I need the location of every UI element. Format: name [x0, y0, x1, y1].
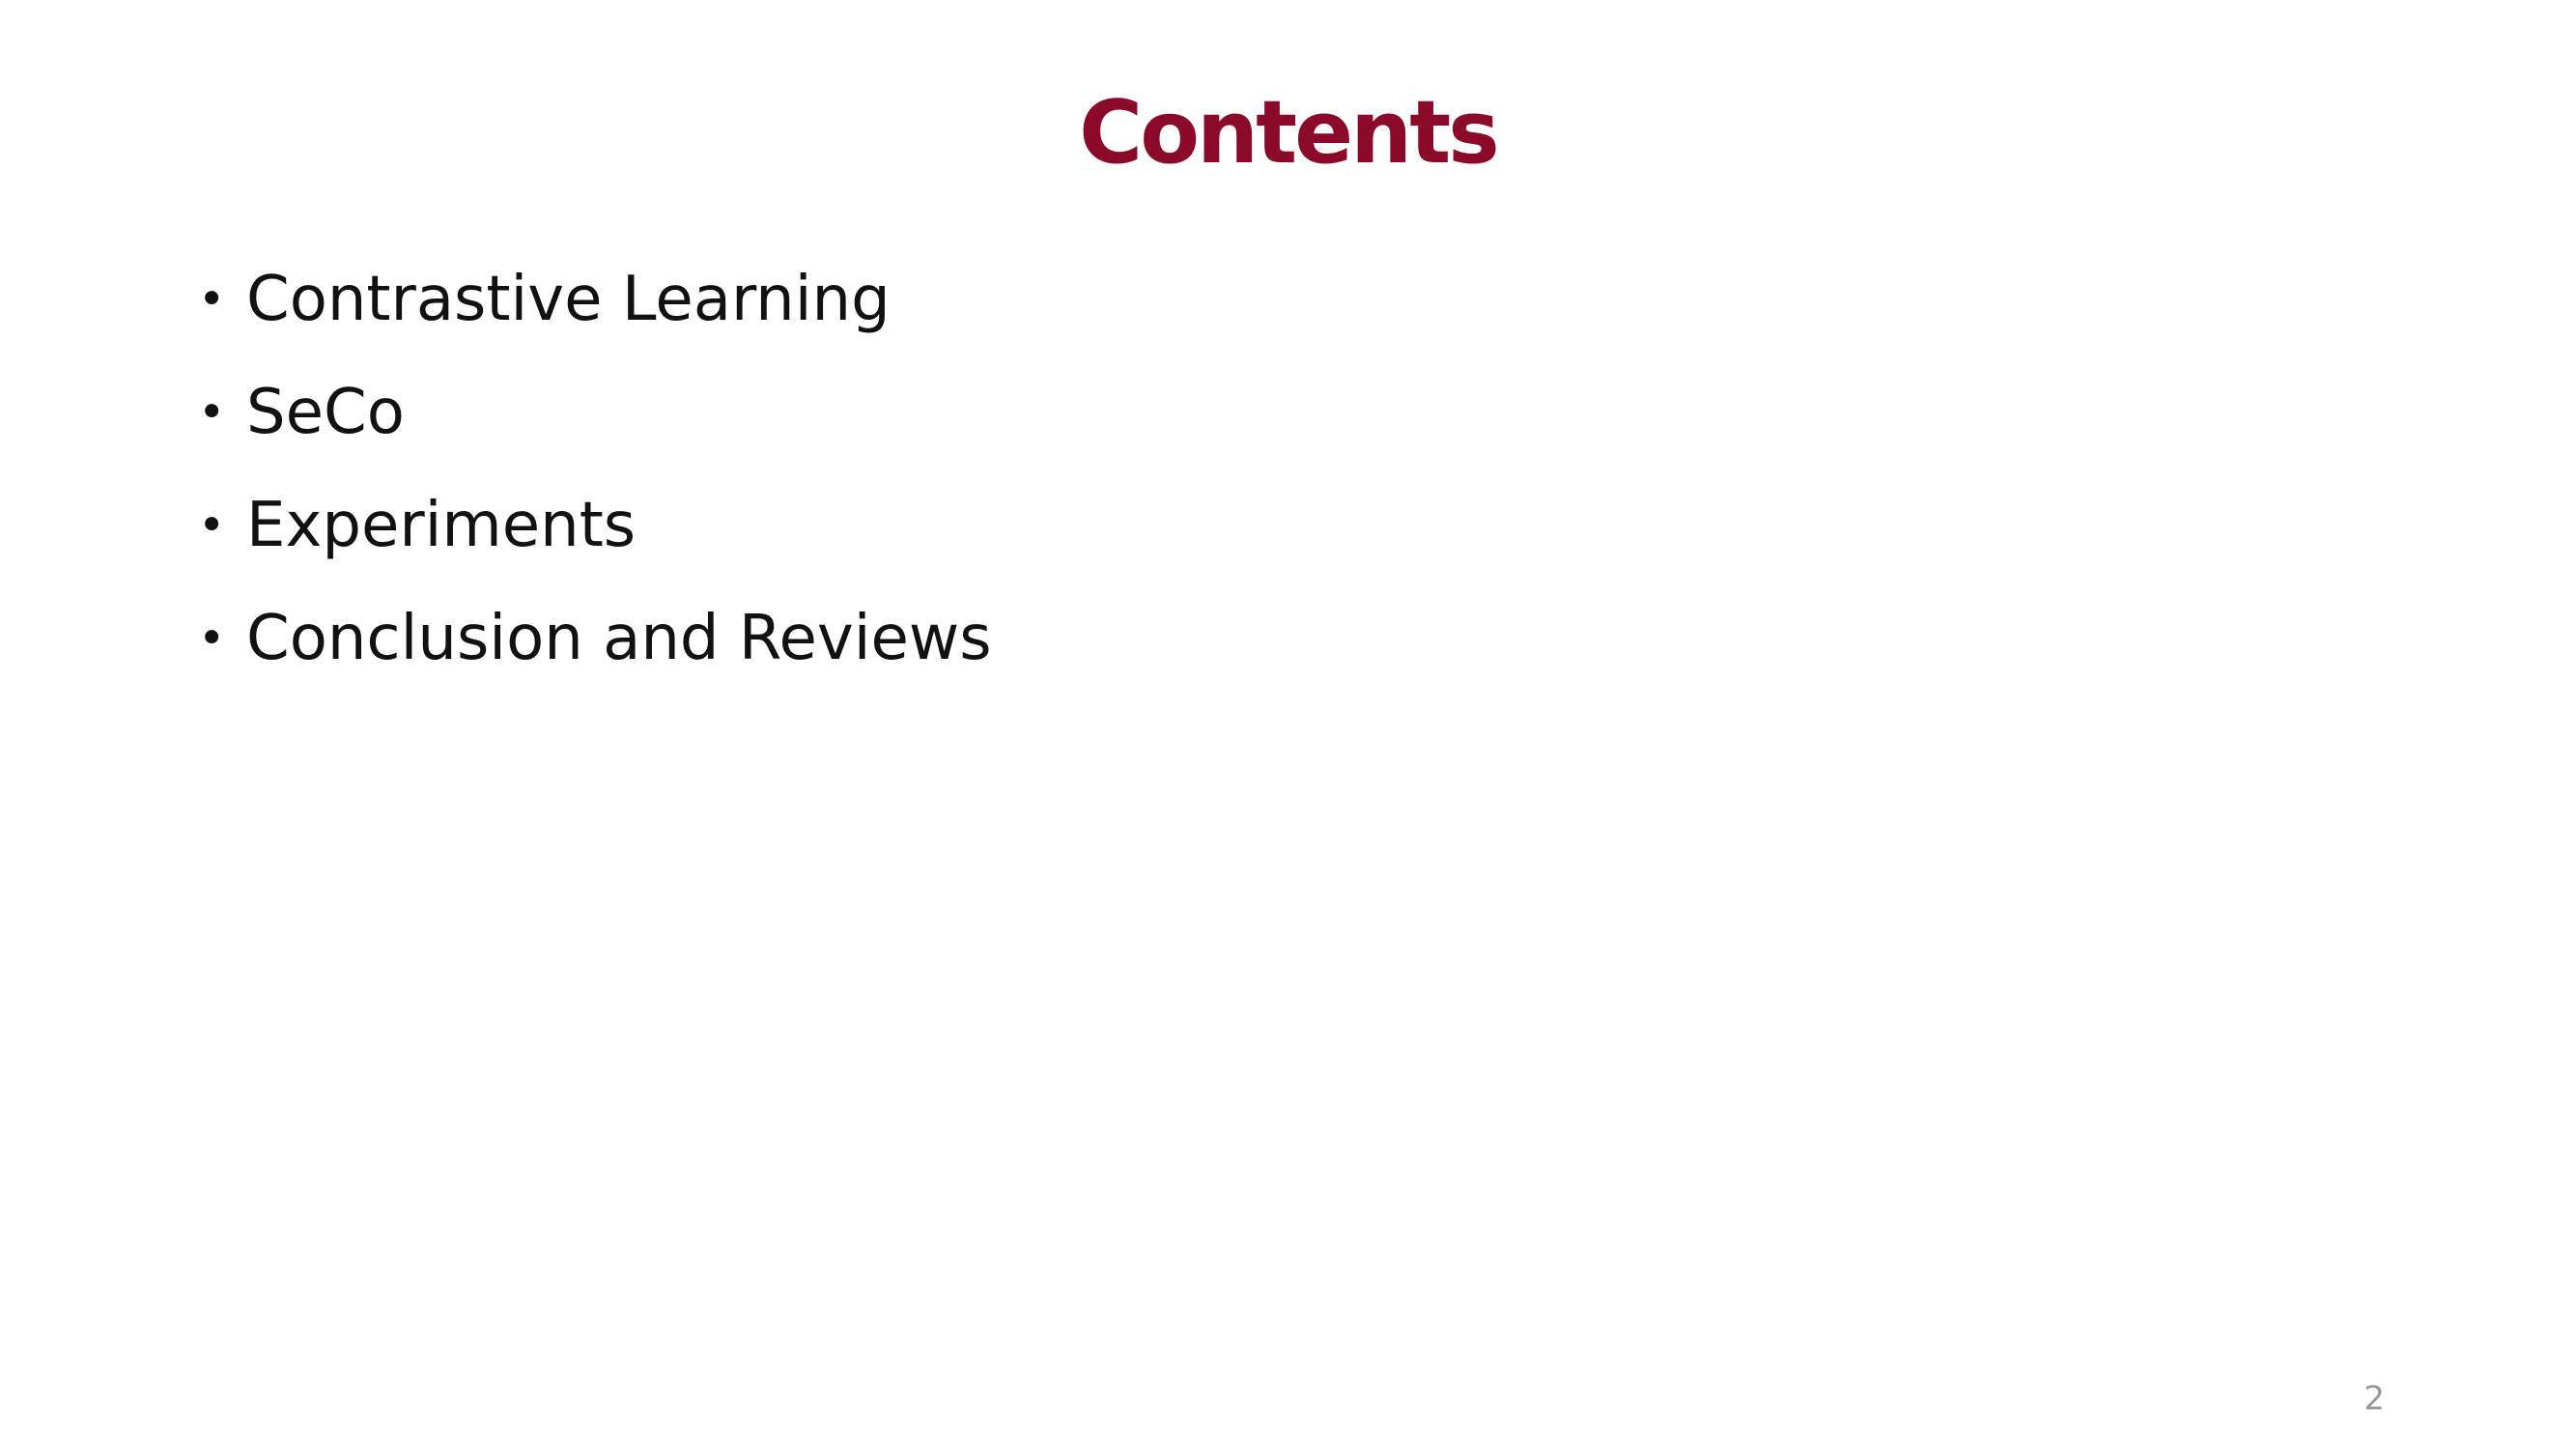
bullet-icon: • — [198, 385, 226, 440]
bullet-icon: • — [198, 272, 226, 327]
bullet-icon: • — [198, 498, 226, 553]
page-number: 2 — [2364, 1379, 2385, 1418]
slide-title: Contents — [1079, 82, 1497, 184]
list-item-label: Contrastive Learning — [246, 264, 891, 335]
list-item-label: Experiments — [246, 490, 637, 561]
list-item-label: SeCo — [246, 377, 405, 448]
list-item-label: Conclusion and Reviews — [246, 603, 992, 674]
bullet-icon: • — [198, 611, 226, 666]
